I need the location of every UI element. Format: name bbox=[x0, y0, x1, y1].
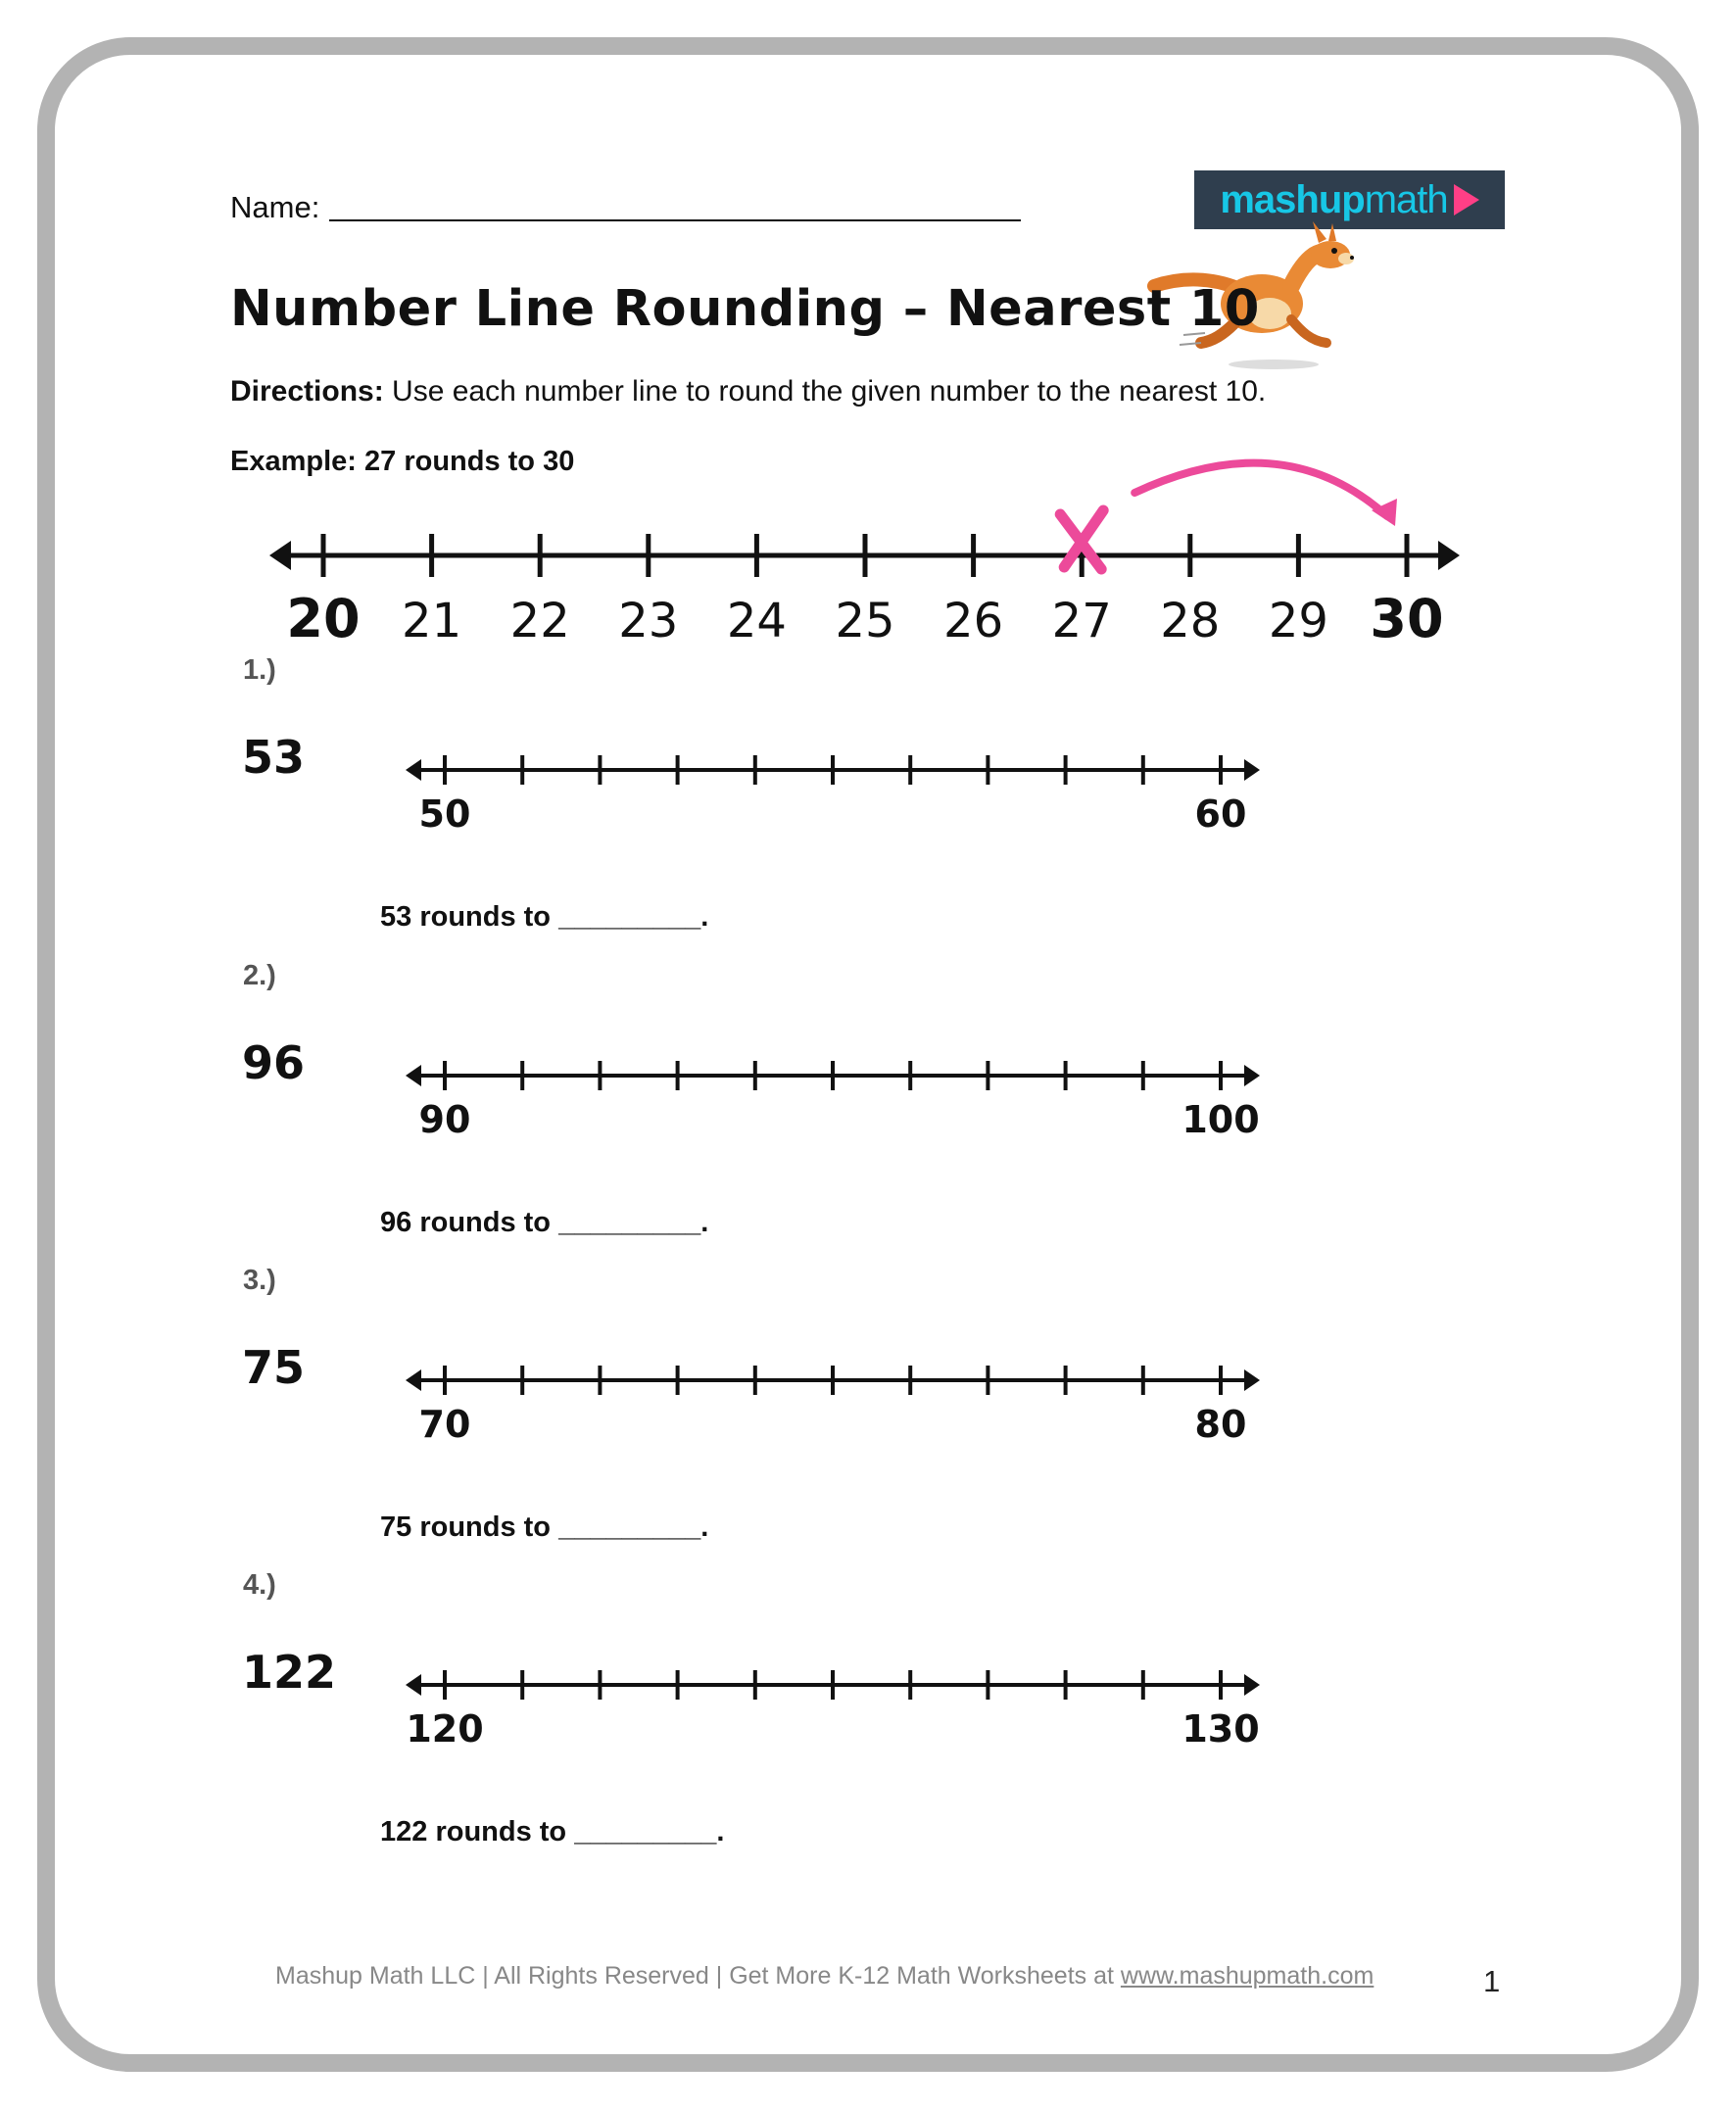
problem-number-line bbox=[392, 1044, 1293, 1162]
problem-label: 1.) bbox=[243, 654, 276, 686]
problem-number: 122 bbox=[242, 1646, 337, 1699]
example-tick-label: 28 bbox=[1160, 594, 1221, 648]
answer-blank[interactable]: 122 rounds to _________. bbox=[380, 1816, 725, 1847]
problem-axis-left-arrow bbox=[406, 1674, 421, 1696]
example-number-line bbox=[0, 0, 1736, 686]
problem-end-label: 130 bbox=[1181, 1707, 1260, 1751]
problem-axis-right-arrow bbox=[1244, 1369, 1260, 1391]
problem-start-label: 120 bbox=[406, 1707, 484, 1751]
problem-number-line bbox=[392, 739, 1293, 856]
logo-light-text: math bbox=[1364, 177, 1448, 221]
logo-bold-text: mashup bbox=[1220, 177, 1365, 221]
problem-number: 53 bbox=[242, 731, 306, 784]
problem-axis-right-arrow bbox=[1244, 1674, 1260, 1696]
footer-text bbox=[275, 1962, 1374, 1991]
answer-blank[interactable]: 53 rounds to _________. bbox=[380, 901, 709, 933]
problem-axis-left-arrow bbox=[406, 1065, 421, 1086]
example-rounding-arrow bbox=[1134, 463, 1397, 526]
example-tick-label: 21 bbox=[402, 594, 462, 648]
example-tick-label: 29 bbox=[1268, 594, 1328, 648]
problem-start-label: 50 bbox=[418, 792, 471, 836]
example-tick-label: 22 bbox=[509, 594, 570, 648]
example-label: Example: 27 rounds to 30 bbox=[230, 446, 575, 477]
directions-text: Use each number line to round the given number to the nearest 10. bbox=[383, 375, 1267, 408]
example-tick-label: 25 bbox=[835, 594, 895, 648]
problem-end-label: 100 bbox=[1181, 1098, 1260, 1141]
arrow-curve bbox=[1134, 463, 1387, 516]
example-tick-labels bbox=[286, 588, 1443, 649]
problem-label: 4.) bbox=[243, 1569, 276, 1601]
problem-axis-right-arrow bbox=[1244, 1065, 1260, 1086]
problem-number: 96 bbox=[242, 1036, 306, 1089]
page-number: 1 bbox=[1483, 1964, 1501, 1998]
problem-start-label: 90 bbox=[418, 1098, 471, 1141]
problem-start-label: 70 bbox=[418, 1403, 471, 1446]
page-title: Number Line Rounding – Nearest 10 bbox=[230, 280, 1260, 338]
name-label: Name: bbox=[230, 190, 320, 224]
problem-axis-left-arrow bbox=[406, 759, 421, 781]
example-tick-label: 24 bbox=[726, 594, 787, 648]
problem-axis-left-arrow bbox=[406, 1369, 421, 1391]
answer-blank[interactable]: 75 rounds to _________. bbox=[380, 1511, 709, 1543]
example-tick-label: 27 bbox=[1051, 594, 1112, 648]
problem-number: 75 bbox=[242, 1341, 306, 1394]
problem-number-line bbox=[392, 1349, 1293, 1466]
example-tick-label: 23 bbox=[618, 594, 679, 648]
problem-axis-right-arrow bbox=[1244, 759, 1260, 781]
problem-end-label: 80 bbox=[1194, 1403, 1247, 1446]
example-tick-label: 26 bbox=[943, 594, 1004, 648]
problem-label: 2.) bbox=[243, 960, 276, 991]
answer-blank[interactable]: 96 rounds to _________. bbox=[380, 1207, 709, 1238]
example-axis bbox=[269, 534, 1460, 577]
example-tick-label: 20 bbox=[286, 588, 361, 649]
example-axis-left-arrow bbox=[269, 541, 291, 570]
example-axis-right-arrow bbox=[1438, 541, 1460, 570]
footer-credit: Mashup Math LLC | All Rights Reserved | Get More K-12 Math Worksheets at bbox=[275, 1962, 1121, 1990]
footer-link[interactable]: www.mashupmath.com bbox=[1120, 1962, 1374, 1990]
problem-end-label: 60 bbox=[1194, 792, 1247, 836]
problem-label: 3.) bbox=[243, 1265, 276, 1296]
directions-label: Directions: bbox=[230, 375, 384, 408]
problem-number-line bbox=[392, 1654, 1293, 1771]
example-tick-label: 30 bbox=[1370, 588, 1444, 649]
